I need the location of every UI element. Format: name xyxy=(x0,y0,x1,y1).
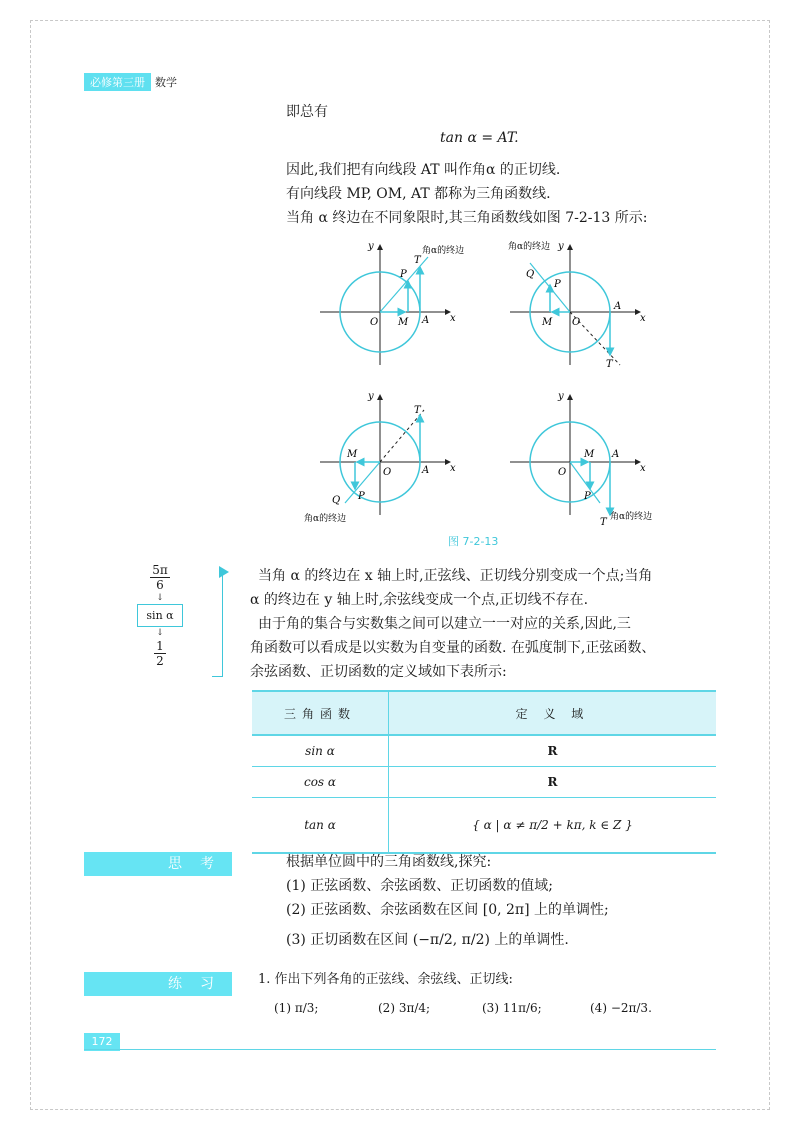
figure-caption: 图 7-2-13 xyxy=(448,535,499,548)
label-T: T xyxy=(414,255,421,266)
svg-text:角α的终边: 角α的终边 xyxy=(508,242,551,252)
think-item-3: (3) 正切函数在区间 (−π/2, π/2) 上的单调性. xyxy=(286,932,569,948)
intro-line-1: 即总有 xyxy=(286,104,328,120)
svg-text:角α的终边: 角α的终边 xyxy=(610,512,653,522)
svg-text:Q: Q xyxy=(526,269,535,280)
body-p1a: 当角 α 的终边在 x 轴上时,正弦线、正切线分别变成一个点;当角 xyxy=(258,568,653,584)
domain-table xyxy=(252,690,716,854)
side-fraction-top: $\frac{5\pi}{6}$ xyxy=(152,563,168,592)
svg-text:O: O xyxy=(572,317,581,328)
table-header: 三角函数 xyxy=(252,691,389,735)
svg-text:P: P xyxy=(358,491,365,502)
table-row xyxy=(252,767,716,798)
intro-line-2: 因此,我们把有向线段 AT 叫作角α 的正切线. xyxy=(286,162,561,178)
practice-option-1: (1) π/3; xyxy=(274,1001,319,1015)
page-number: 172 xyxy=(84,1033,120,1051)
svg-text:M: M xyxy=(542,317,553,328)
svg-text:角α的终边: 角α的终边 xyxy=(304,514,347,524)
table-row xyxy=(252,735,716,767)
svg-text:M: M xyxy=(584,449,595,460)
table-cell: cos α xyxy=(252,767,389,798)
table-cell: sin α xyxy=(252,735,389,767)
footer-rule xyxy=(84,1049,716,1050)
svg-text:x: x xyxy=(640,313,646,324)
svg-text:A: A xyxy=(614,301,622,312)
practice-q1: 1. 作出下列各角的正弦线、余弦线、正切线: xyxy=(258,972,513,987)
label-y: y xyxy=(368,241,374,252)
svg-text:P: P xyxy=(584,491,591,502)
svg-text:P: P xyxy=(554,279,561,290)
svg-text:A: A xyxy=(422,465,430,476)
tan-formula: tan α = AT. xyxy=(440,130,519,146)
label-O: O xyxy=(370,317,379,328)
svg-text:O: O xyxy=(558,467,567,478)
table-row xyxy=(252,798,716,854)
table-cell: tan α xyxy=(252,798,389,854)
diagram-quadrant-3 xyxy=(304,391,456,524)
svg-text:y: y xyxy=(368,391,374,402)
label-terminal: 角α的终边 xyxy=(422,246,465,256)
label-M: M xyxy=(398,317,409,328)
diagram-quadrant-1 xyxy=(320,241,464,365)
body-p2c: 余弦函数、正切函数的定义域如下表所示: xyxy=(250,664,507,680)
svg-text:x: x xyxy=(640,463,646,474)
running-header xyxy=(84,73,177,91)
svg-text:x: x xyxy=(450,463,456,474)
label-A: A xyxy=(422,315,430,326)
svg-text:T: T xyxy=(414,405,421,416)
practice-label: 练习 xyxy=(84,972,232,996)
side-note xyxy=(130,563,190,668)
body-p2a: 由于角的集合与实数集之间可以建立一一对应的关系,因此,三 xyxy=(258,616,631,632)
svg-text:y: y xyxy=(558,241,564,252)
practice-option-2: (2) 3π/4; xyxy=(378,1001,431,1015)
subject-title: 数学 xyxy=(155,76,177,89)
svg-text:y: y xyxy=(558,391,564,402)
table-cell: R xyxy=(389,735,717,767)
svg-text:T: T xyxy=(606,359,613,370)
label-x: x xyxy=(450,313,456,324)
think-item-2: (2) 正弦函数、余弦函数在区间 [0, 2π] 上的单调性; xyxy=(286,902,609,918)
marker-line xyxy=(222,570,223,676)
practice-option-4: (4) −2π/3. xyxy=(590,1001,652,1015)
trig-lines-figure xyxy=(300,235,660,530)
svg-text:T: T xyxy=(600,517,607,528)
table-header-row xyxy=(252,691,716,735)
svg-text:M: M xyxy=(347,449,358,460)
label-P: P xyxy=(400,269,407,280)
arrow-down-icon: ↓ xyxy=(156,593,164,603)
side-box: sin α xyxy=(137,604,182,627)
diagram-quadrant-4 xyxy=(510,391,652,528)
table-cell: { α | α ≠ π/2 + kπ, k ∈ Z } xyxy=(389,798,717,854)
table-cell: R xyxy=(389,767,717,798)
svg-text:A: A xyxy=(612,449,620,460)
intro-line-4: 当角 α 终边在不同象限时,其三角函数线如图 7-2-13 所示: xyxy=(286,210,648,226)
svg-text:Q: Q xyxy=(332,495,341,506)
side-fraction-bottom: $\frac{1}{2}$ xyxy=(156,639,164,668)
svg-text:O: O xyxy=(383,467,392,478)
intro-line-3: 有向线段 MP, OM, AT 都称为三角函数线. xyxy=(286,186,551,202)
think-label: 思考 xyxy=(84,852,232,876)
practice-option-3: (3) 11π/6; xyxy=(482,1001,542,1015)
think-item-1: (1) 正弦函数、余弦函数、正切函数的值域; xyxy=(286,878,553,894)
table-header: 定 义 域 xyxy=(389,691,717,735)
book-title: 必修第三册 xyxy=(84,73,151,91)
diagram-quadrant-2 xyxy=(508,240,646,370)
think-intro: 根据单位圆中的三角函数线,探究: xyxy=(286,854,492,870)
arrow-down-icon: ↓ xyxy=(156,628,164,638)
marker-foot xyxy=(212,676,223,677)
flag-marker-icon xyxy=(219,566,229,578)
body-p2b: 角函数可以看成是以实数为自变量的函数. 在弧度制下,正弦函数、 xyxy=(250,640,656,656)
body-p1b: α 的终边在 y 轴上时,余弦线变成一个点,正切线不存在. xyxy=(250,592,589,608)
